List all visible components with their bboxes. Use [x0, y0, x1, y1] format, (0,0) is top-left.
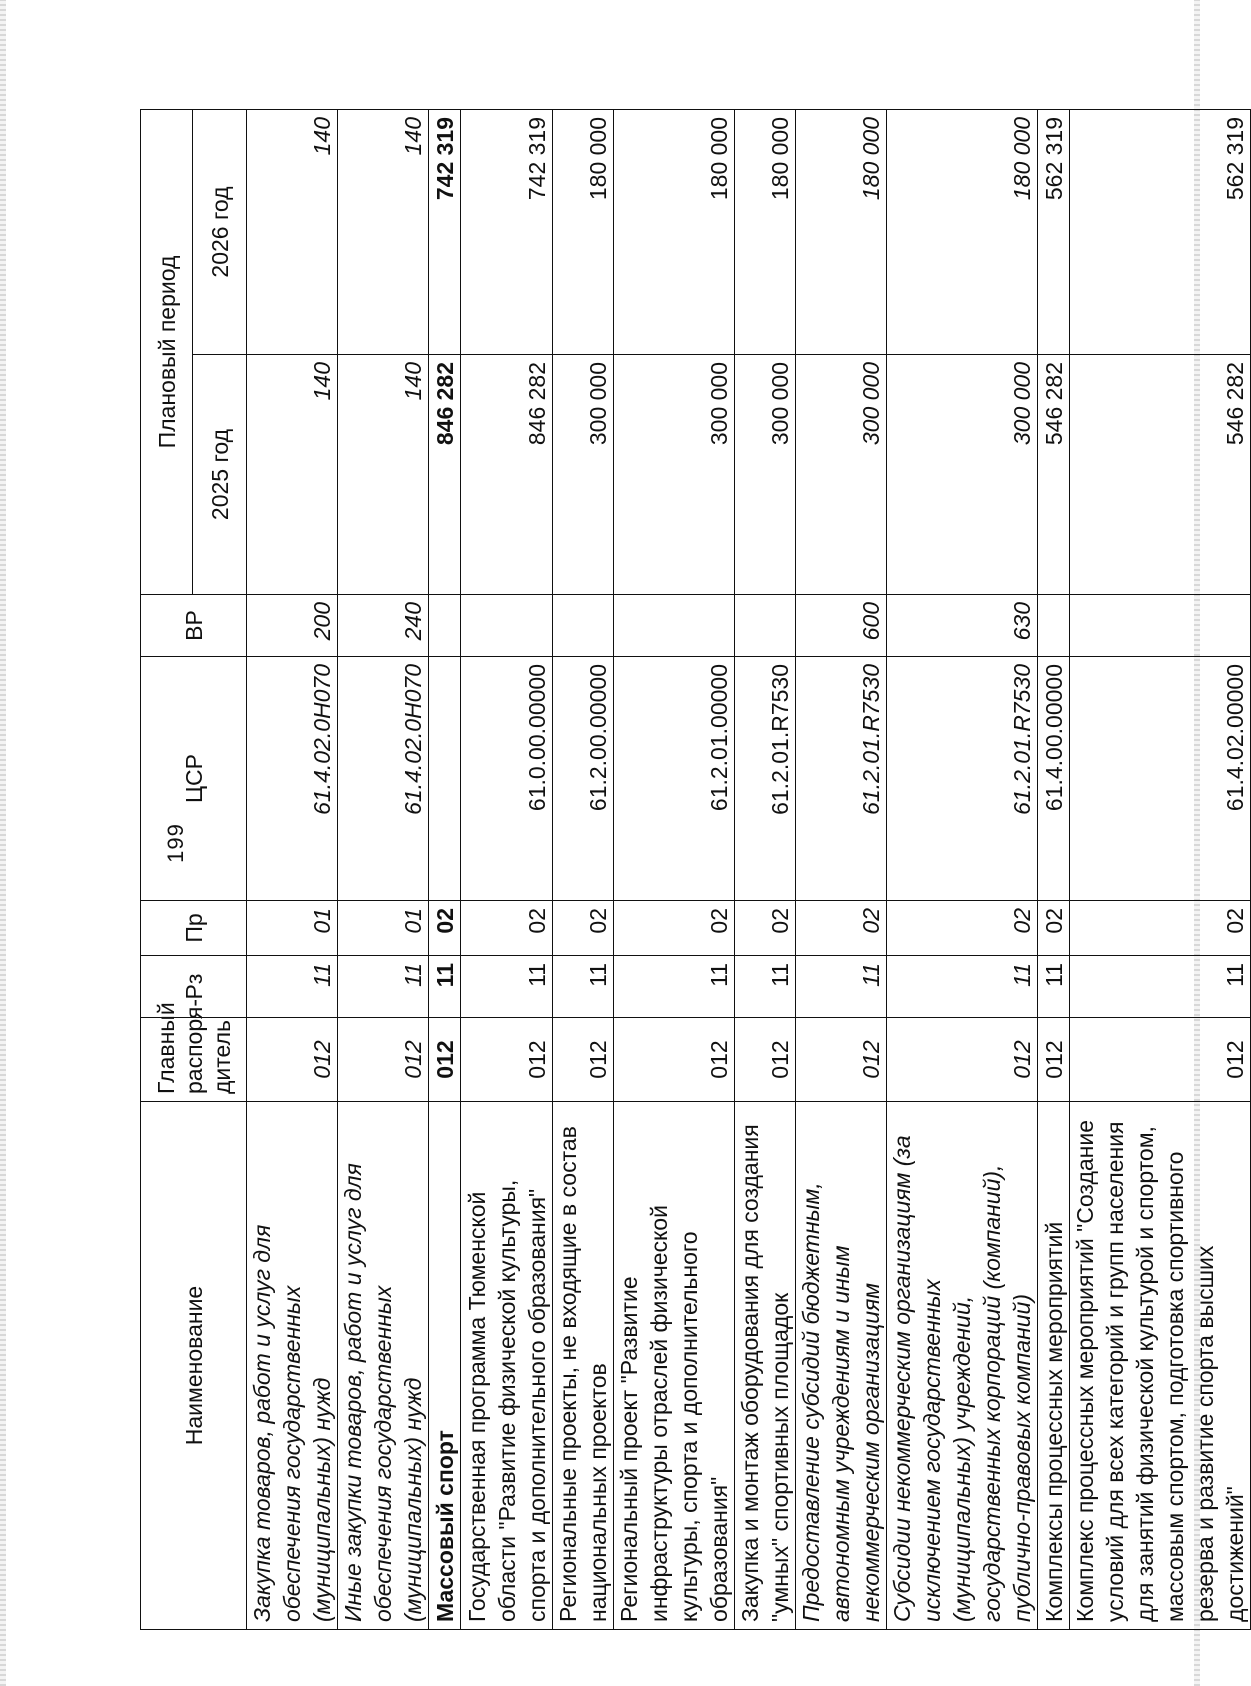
header-gr: Главный распоря-дитель — [141, 1018, 247, 1102]
row-vr — [1070, 595, 1251, 657]
row-vr: 240 — [338, 595, 429, 657]
row-pr: 02 — [429, 901, 461, 956]
row-gr: 012 — [247, 1018, 338, 1102]
header-csr: ЦСР — [141, 657, 247, 901]
row-2025: 300 000 — [735, 355, 796, 595]
row-name: Субсидии некоммерческим организациям (за исключением государственных (муниципальных) учреждений, государственных корпораций (компаний), публично-правовых компаний) — [887, 1102, 1038, 1630]
row-rz: 11 — [247, 956, 338, 1018]
row-rz: 11 — [887, 956, 1038, 1018]
row-rz: 11 — [429, 956, 461, 1018]
row-vr: 200 — [247, 595, 338, 657]
table-row — [735, 109, 796, 1629]
row-2025: 846 282 — [461, 355, 553, 595]
header-rz: Рз — [141, 956, 247, 1018]
row-vr: 630 — [887, 595, 1038, 657]
row-rz: 11 — [553, 956, 614, 1018]
row-gr: 012 — [614, 1018, 735, 1102]
row-pr: 02 — [887, 901, 1038, 956]
header-vr: ВР — [141, 595, 247, 657]
row-2025: 546 282 — [1070, 355, 1251, 595]
row-pr: 02 — [461, 901, 553, 956]
row-csr: 61.2.00.00000 — [553, 657, 614, 901]
table-row — [887, 109, 1038, 1629]
header-planned-period: Плановый период — [141, 109, 193, 594]
row-vr — [614, 595, 735, 657]
row-csr: 61.2.01.R7530 — [735, 657, 796, 901]
scan-edge-left — [0, 0, 6, 1686]
table-row — [796, 109, 887, 1629]
row-pr: 02 — [553, 901, 614, 956]
row-rz: 11 — [1038, 956, 1070, 1018]
row-rz: 11 — [796, 956, 887, 1018]
row-2025: 140 — [338, 355, 429, 595]
row-2025: 300 000 — [553, 355, 614, 595]
row-2025: 140 — [247, 355, 338, 595]
row-name: Региональный проект "Развитие инфраструктуры отраслей физической культуры, спорта и дополнительного образования" — [614, 1102, 735, 1630]
header-name: Наименование — [141, 1102, 247, 1630]
row-rz: 11 — [735, 956, 796, 1018]
table-row — [614, 109, 735, 1629]
row-gr: 012 — [429, 1018, 461, 1102]
row-2026: 140 — [247, 109, 338, 354]
table-row — [1038, 109, 1070, 1629]
row-name: Иные закупки товаров, работ и услуг для обеспечения государственных (муниципальных) нужд — [338, 1102, 429, 1630]
row-name: Массовый спорт — [429, 1102, 461, 1630]
row-csr: 61.4.00.00000 — [1038, 657, 1070, 901]
row-pr: 02 — [796, 901, 887, 956]
row-2025: 300 000 — [796, 355, 887, 595]
table-row — [461, 109, 553, 1629]
row-csr: 61.4.02.0Н070 — [247, 657, 338, 901]
row-pr: 01 — [338, 901, 429, 956]
table-row — [553, 109, 614, 1629]
row-csr: 61.2.01.R7530 — [887, 657, 1038, 901]
row-name: Комплекс процессных мероприятий "Создание условий для всех категорий и групп населения для занятий физической культурой и спортом, массовым спортом, подготовка спортивного резерва и развитие спорта высших достижений" — [1070, 1102, 1251, 1630]
row-2026: 180 000 — [735, 109, 796, 354]
row-vr — [735, 595, 796, 657]
row-pr: 02 — [614, 901, 735, 956]
row-2026: 140 — [338, 109, 429, 354]
row-2026: 742 319 — [429, 109, 461, 354]
header-pr: Пр — [141, 901, 247, 956]
row-gr: 012 — [553, 1018, 614, 1102]
row-vr — [461, 595, 553, 657]
header-year-2025: 2025 год — [193, 355, 247, 595]
table-row — [338, 109, 429, 1629]
row-2026: 180 000 — [614, 109, 735, 354]
table-body — [247, 109, 1251, 1629]
table-header — [141, 109, 247, 1629]
row-2025: 300 000 — [614, 355, 735, 595]
rotated-page-content — [140, 110, 1248, 1630]
table-row — [247, 109, 338, 1629]
row-pr: 02 — [1038, 901, 1070, 956]
row-2026: 562 319 — [1070, 109, 1251, 354]
row-pr: 02 — [1070, 901, 1251, 956]
row-2025: 300 000 — [887, 355, 1038, 595]
row-2025: 846 282 — [429, 355, 461, 595]
row-pr: 01 — [247, 901, 338, 956]
row-vr — [429, 595, 461, 657]
row-vr — [553, 595, 614, 657]
row-2026: 180 000 — [796, 109, 887, 354]
row-pr: 02 — [735, 901, 796, 956]
row-gr: 012 — [1070, 1018, 1251, 1102]
row-name: Закупка и монтаж оборудования для создания "умных" спортивных площадок — [735, 1102, 796, 1630]
row-name: Закупка товаров, работ и услуг для обеспечения государственных (муниципальных) нужд — [247, 1102, 338, 1630]
table-row — [1070, 109, 1251, 1629]
row-rz: 11 — [1070, 956, 1251, 1018]
row-2026: 742 319 — [461, 109, 553, 354]
row-name: Государственная программа Тюменской области "Развитие физической культуры, спорта и дополнительного образования" — [461, 1102, 553, 1630]
row-rz: 11 — [338, 956, 429, 1018]
row-2025: 546 282 — [1038, 355, 1070, 595]
row-name: Комплексы процессных мероприятий — [1038, 1102, 1070, 1630]
header-year-2026: 2026 год — [193, 109, 247, 354]
row-csr — [429, 657, 461, 901]
budget-table — [140, 109, 1251, 1630]
row-vr — [1038, 595, 1070, 657]
row-csr: 61.2.01.00000 — [614, 657, 735, 901]
row-2026: 180 000 — [553, 109, 614, 354]
page-number: 199 — [163, 823, 188, 863]
row-name: Предоставление субсидий бюджетным, автономным учреждениям и иным некоммерческим организациям — [796, 1102, 887, 1630]
row-gr: 012 — [796, 1018, 887, 1102]
row-csr: 61.0.00.00000 — [461, 657, 553, 901]
row-gr: 012 — [735, 1018, 796, 1102]
row-csr: 61.4.02.00000 — [1070, 657, 1251, 901]
row-vr: 600 — [796, 595, 887, 657]
row-gr: 012 — [1038, 1018, 1070, 1102]
row-gr: 012 — [338, 1018, 429, 1102]
row-rz: 11 — [614, 956, 735, 1018]
row-name: Региональные проекты, не входящие в состав национальных проектов — [553, 1102, 614, 1630]
row-gr: 012 — [461, 1018, 553, 1102]
row-csr: 61.4.02.0Н070 — [338, 657, 429, 901]
row-gr: 012 — [887, 1018, 1038, 1102]
row-rz: 11 — [461, 956, 553, 1018]
row-2026: 562 319 — [1038, 109, 1070, 354]
table-row — [429, 109, 461, 1629]
row-csr: 61.2.01.R7530 — [796, 657, 887, 901]
row-2026: 180 000 — [887, 109, 1038, 354]
